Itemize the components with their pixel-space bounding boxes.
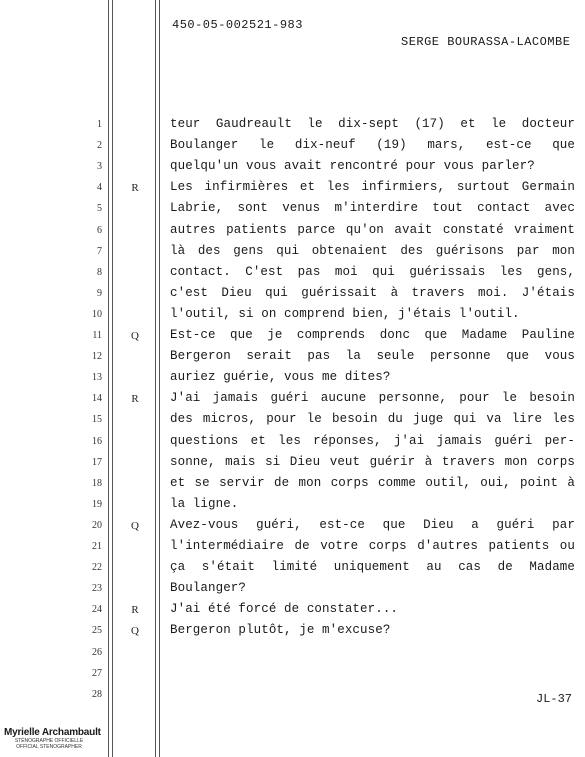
line-number: 25 [92, 625, 102, 637]
left-margin-rule [108, 0, 109, 757]
transcript-line-text: teur Gaudreault le dix-sept (17) et le docteur [170, 117, 575, 131]
line-number: 26 [92, 646, 102, 658]
line-number: 14 [92, 393, 102, 405]
line-number: 10 [92, 308, 102, 320]
line-number: 23 [92, 583, 102, 595]
transcript-line-text: Avez-vous guéri, est-ce que Dieu a guéri par [170, 517, 575, 532]
stenographer-name: Myrielle Archambault [4, 727, 101, 738]
transcript-line-text: questions et les réponses, j'ai jamais guéri per- [170, 433, 575, 448]
line-number: 13 [92, 372, 102, 384]
transcript-line-text: sonne, mais si Dieu veut guérir à travers mon corps [170, 454, 575, 469]
line-number: 17 [92, 456, 102, 468]
stenographer-stamp [4, 727, 101, 750]
line-number: 6 [97, 224, 102, 236]
transcript-line-text: auriez guérie, vous me dites? [170, 370, 391, 385]
line-number: 8 [97, 266, 102, 278]
transcript-line-text: Est-ce que je comprends donc que Madame Pauline [170, 328, 575, 342]
line-number: 2 [97, 140, 102, 152]
line-number: 21 [92, 541, 102, 552]
line-number: 1 [97, 119, 102, 130]
speaker-marker: R [131, 604, 139, 617]
transcript-line-text: ça s'était limité uniquement au cas de Madame [170, 560, 575, 575]
line-number: 22 [92, 562, 102, 574]
transcript-line-text: des micros, pour le besoin du juge qui va lire les [170, 412, 575, 427]
transcript-line-text: Boulanger le dix-neuf (19) mars, est-ce que [170, 138, 575, 153]
line-number: 27 [92, 667, 102, 679]
transcript-line-text: Bergeron serait pas la seule personne que vous [170, 349, 575, 364]
witness-name: SERGE BOURASSA-LACOMBE [401, 35, 571, 49]
transcript-line-text: et se servir de mon corps comme outil, oui, point à [170, 475, 575, 490]
line-number: 28 [92, 688, 102, 700]
speaker-marker: Q [131, 519, 139, 532]
transcript-line-text: Les infirmières et les infirmiers, surtout Germain [170, 180, 575, 195]
line-number: 19 [92, 498, 102, 510]
transcript-line-text: la ligne. [170, 496, 239, 511]
stenographer-title-fr: STÉNOGRAPHE OFFICIELLE [14, 738, 84, 744]
transcript-line-text: l'outil, si on comprend bien, j'étais l'outil. [170, 306, 520, 321]
line-number: 7 [97, 245, 102, 257]
case-number: 450-05-002521-983 [172, 18, 303, 32]
page-reference: JL-37 [536, 692, 573, 706]
transcript-line-text: J'ai été forcé de constater... [170, 602, 399, 617]
transcript-line-text: l'intermédiaire de votre corps d'autres patients ou [170, 539, 575, 553]
line-number: 24 [92, 604, 102, 616]
transcript-line-text: quelqu'un vous avait rencontré pour vous parler? [170, 159, 535, 174]
speaker-marker: Q [131, 625, 139, 638]
transcript-line-text: c'est Dieu qui guérissait à travers moi. J'étais [170, 285, 575, 300]
transcript-line-text: Boulanger? [170, 581, 247, 596]
line-number: 9 [97, 287, 102, 299]
speaker-marker: R [131, 393, 139, 406]
text-column-rule [159, 0, 160, 757]
line-number: 5 [97, 203, 102, 215]
left-margin-rule-inner [112, 0, 113, 757]
line-number: 11 [92, 330, 102, 341]
line-number: 15 [92, 414, 102, 426]
speaker-marker: Q [131, 330, 139, 342]
line-number: 16 [92, 435, 102, 447]
stenographer-title-en: OFFICIAL STENOGRAPHER [16, 744, 82, 750]
speaker-marker: R [131, 182, 139, 195]
transcript-line-text: Labrie, sont venus m'interdire tout contact avec [170, 201, 575, 216]
line-number: 12 [92, 351, 102, 363]
line-number: 4 [97, 182, 102, 194]
line-number: 18 [92, 477, 102, 489]
transcript-line-text: là des gens qui obtenaient des guérisons par mon [170, 243, 575, 258]
speaker-column-rule [155, 0, 156, 757]
line-number: 3 [97, 161, 102, 173]
line-number: 20 [92, 519, 102, 531]
transcript-line-text: Bergeron plutôt, je m'excuse? [170, 623, 391, 638]
transcript-line-text: autres patients parce qu'on avait constaté vraiment [170, 222, 575, 237]
transcript-line-text: contact. C'est pas moi qui guérissais les gens, [170, 264, 575, 279]
transcript-line-text: J'ai jamais guéri aucune personne, pour le besoin [170, 391, 575, 406]
